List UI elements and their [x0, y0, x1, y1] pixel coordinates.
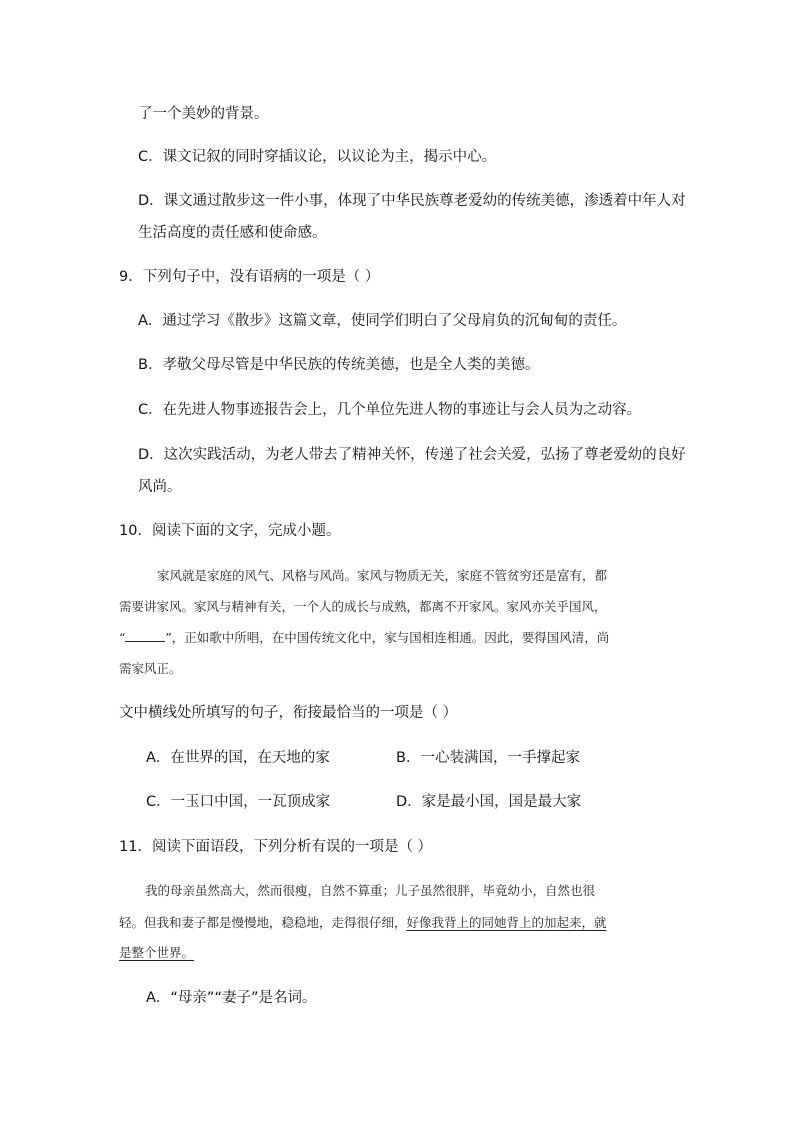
q10-passage-line2: 需要讲家风。家风与精神有关，一个人的成长与成熟，都离不开家风。家风亦关乎国风， [119, 599, 607, 614]
q9-option-c: C．在先进人物事迹报告会上，几个单位先进人物的事迹让与会人员为之动容。 [138, 402, 642, 418]
q10-passage [119, 566, 667, 676]
q8-option-c: C．课文记叙的同时穿插议论，以议论为主，揭示中心。 [138, 149, 497, 165]
open-quote: “ [119, 630, 126, 645]
q10-stem: 10．阅读下面的文字，完成小题。 [119, 523, 341, 539]
q9-option-b: B．孝敬父母尽管是中华民族的传统美德，也是全人类的美德。 [138, 357, 540, 373]
q11-underlined-sentence-part1: 好像我背上的同她背上的加起来，就 [406, 915, 607, 930]
q10-option-b: B．一心装满国，一手撑起家 [396, 750, 580, 766]
q10-sub-stem: 文中横线处所填写的句子，衔接最恰当的一项是（ ） [119, 705, 458, 721]
q10-option-a: A．在世界的国，在天地的家 [146, 750, 330, 766]
q8-option-b-continuation: 了一个美妙的背景。 [138, 106, 269, 122]
q10-option-c: C．一玉口中国，一瓦顶成家 [146, 794, 331, 810]
q9-option-a: A．通过学习《散步》这篇文章，使同学们明白了父母肩负的沉甸甸的责任。 [138, 313, 627, 329]
q11-passage-line2-plain: 轻。但我和妻子都是慢慢地，稳稳地，走得很仔细， [119, 915, 407, 930]
q11-underlined-sentence-part2: 是整个世界。 [119, 945, 195, 960]
q11-option-a: A．“母亲”“妻子”是名词。 [146, 990, 317, 1006]
q10-passage-line3-text: ”，正如歌中所唱，在中国传统文化中，家与国相连相通。因此，要得国风清，尚 [165, 630, 610, 645]
q10-passage-line4: 需家风正。 [119, 661, 182, 676]
q9-stem: 9．下列句子中，没有语病的一项是（ ） [119, 269, 380, 285]
fill-in-blank [125, 629, 165, 642]
q9-option-d-line1: D．这次实践活动，为老人带去了精神关怀，传递了社会关爱，弘扬了尊老爱幼的良好 [138, 447, 686, 463]
q8-option-d-line2: 生活高度的责任感和使命感。 [138, 225, 327, 241]
q8-option-d-line1: D．课文通过散步这一件小事，体现了中华民族尊老爱幼的传统美德，渗透着中年人对 [138, 193, 686, 209]
q11-passage [119, 881, 667, 961]
q10-passage-line1: 家风就是家庭的风气、风格与风尚。家风与物质无关，家庭不管贫穷还是富有，都 [157, 568, 608, 583]
q10-option-d: D．家是最小国，国是最大家 [396, 794, 582, 810]
q11-passage-line3 [119, 943, 194, 963]
q11-stem: 11．阅读下面语段，下列分析有误的一项是（ ） [119, 839, 433, 855]
q10-passage-line3 [119, 628, 609, 648]
q9-option-d-line2: 风尚。 [138, 479, 182, 495]
q11-passage-line2 [119, 913, 607, 933]
q11-passage-line1: 我的母亲虽然高大，然而很瘦，自然不算重；儿子虽然很胖，毕竟幼小，自然也很 [145, 883, 596, 898]
